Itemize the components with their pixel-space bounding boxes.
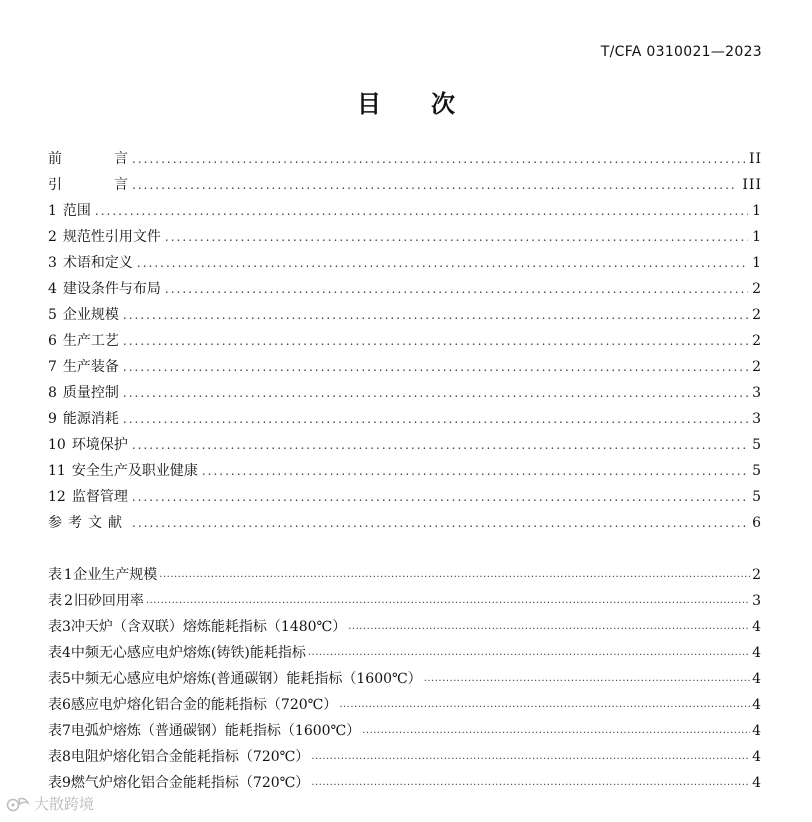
dot-leader	[132, 172, 738, 198]
toc-entry-number: 11	[48, 463, 66, 479]
toc-entry-page: 3	[752, 411, 762, 427]
dot-leader	[362, 718, 750, 744]
dot-leader	[132, 510, 748, 536]
watermark-logo-icon	[6, 795, 30, 813]
toc-entry-page: 1	[752, 229, 762, 245]
dot-leader	[137, 250, 748, 276]
toc-entry[interactable]	[48, 406, 762, 432]
toc-entry-page: 2	[752, 333, 762, 349]
toc-entry-page: 5	[752, 463, 762, 479]
table-entry-page: 4	[752, 775, 762, 791]
toc-entry-number: 5	[48, 307, 57, 323]
dot-leader	[308, 640, 750, 666]
table-entry-page: 4	[752, 749, 762, 765]
toc-entry-number: 10	[48, 437, 66, 453]
toc-entry-label: 规范性引用文件	[62, 229, 161, 245]
toc-entry[interactable]	[48, 458, 762, 484]
toc-entry-number: 6	[48, 333, 57, 349]
toc-entry-heading	[48, 224, 161, 250]
table-entry-prefix: 表	[48, 723, 62, 739]
toc-entry-page: 3	[752, 385, 762, 401]
table-entry-prefix: 表	[48, 619, 62, 635]
toc-entry[interactable]	[48, 250, 762, 276]
toc-entry[interactable]	[48, 198, 762, 224]
dot-leader	[95, 198, 748, 224]
toc-entry[interactable]	[48, 146, 762, 172]
table-entry-page: 4	[752, 697, 762, 713]
toc-entry-number: 1	[48, 203, 57, 219]
table-entry[interactable]	[48, 770, 762, 796]
table-entry-number: 5	[62, 671, 71, 687]
toc-entry-label: 能源消耗	[62, 411, 119, 427]
dot-leader	[348, 614, 750, 640]
table-entry-page: 4	[752, 671, 762, 687]
table-entry-prefix: 表	[48, 593, 62, 609]
toc-entry-page: II	[748, 151, 762, 167]
toc-entry-page: 2	[752, 359, 762, 375]
table-entry[interactable]	[48, 692, 762, 718]
table-entry-page: 4	[752, 619, 762, 635]
table-entry-title: 电弧炉熔炼（普通碳钢）能耗指标（1600℃）	[70, 723, 361, 739]
dot-leader	[132, 484, 748, 510]
table-entry[interactable]	[48, 744, 762, 770]
table-entry[interactable]	[48, 666, 762, 692]
dot-leader	[123, 380, 748, 406]
toc-entry[interactable]	[48, 328, 762, 354]
table-entry[interactable]	[48, 588, 762, 614]
table-entry-page: 4	[752, 723, 762, 739]
dot-leader	[165, 276, 748, 302]
table-entry-prefix: 表	[48, 697, 62, 713]
toc-entry-number: 2	[48, 229, 57, 245]
dot-leader	[311, 770, 750, 796]
dot-leader	[159, 562, 750, 588]
toc-entry-label: 建设条件与布局	[62, 281, 161, 297]
toc-entry[interactable]	[48, 276, 762, 302]
dot-leader	[202, 458, 748, 484]
toc-entry-label: 监督管理	[71, 489, 128, 505]
watermark	[6, 793, 94, 814]
toc-entry-label: 质量控制	[62, 385, 119, 401]
table-entry-title: 燃气炉熔化铝合金能耗指标（720℃）	[70, 775, 310, 791]
table-entry-title: 中频无心感应电炉熔炼(铸铁)能耗指标	[70, 645, 306, 661]
toc-entry[interactable]	[48, 172, 762, 198]
table-entry-number: 6	[62, 697, 71, 713]
toc-entry-page: 2	[752, 281, 762, 297]
toc-entry-label: 引 言	[48, 177, 128, 193]
table-entry[interactable]	[48, 562, 762, 588]
toc-entry-number: 4	[48, 281, 57, 297]
table-entry-page: 2	[752, 567, 762, 583]
toc-entry-label: 企业规模	[62, 307, 119, 323]
table-entry-number: 9	[62, 775, 71, 791]
toc-entry[interactable]	[48, 510, 762, 536]
toc-entry[interactable]	[48, 224, 762, 250]
dot-leader	[132, 146, 745, 172]
dot-leader	[132, 432, 748, 458]
table-entry-prefix: 表	[48, 775, 62, 791]
toc-entry-page: III	[742, 177, 762, 193]
toc-entry-heading	[48, 276, 161, 302]
toc-entry-heading	[48, 432, 128, 458]
table-entry-page: 4	[752, 645, 762, 661]
table-entry[interactable]	[48, 614, 762, 640]
table-entry[interactable]	[48, 718, 762, 744]
table-entry-title: 企业生产规模	[73, 567, 158, 583]
toc-entry-page: 5	[752, 489, 762, 505]
table-entry-title: 旧砂回用率	[73, 593, 144, 609]
table-entry-title: 冲天炉（含双联）熔炼能耗指标（1480℃）	[70, 619, 347, 635]
toc-entry-heading	[48, 354, 119, 380]
toc-entry-heading	[48, 458, 198, 484]
table-entry-number: 4	[62, 645, 71, 661]
toc-entry-heading	[48, 380, 119, 406]
toc-entry-number: 8	[48, 385, 57, 401]
toc-entry-page: 5	[752, 437, 762, 453]
toc-entry-heading	[48, 302, 119, 328]
dot-leader	[123, 354, 748, 380]
toc-entry-number: 12	[48, 489, 66, 505]
toc-entry-label: 前 言	[48, 151, 128, 167]
dot-leader	[339, 692, 750, 718]
dot-leader	[165, 224, 748, 250]
watermark-text: 大散跨境	[34, 795, 95, 813]
table-entry-title: 中频无心感应电炉熔炼(普通碳钢）能耗指标（1600℃）	[70, 671, 422, 687]
dot-leader	[146, 588, 750, 614]
table-entry-number: 3	[62, 619, 71, 635]
toc-entry[interactable]	[48, 302, 762, 328]
toc-entry-page: 1	[752, 255, 762, 271]
toc-entry-heading	[48, 250, 133, 276]
toc-entry-label: 环境保护	[71, 437, 128, 453]
dot-leader	[424, 666, 750, 692]
toc-entry-label: 范围	[62, 203, 91, 219]
page-title: 目次	[357, 90, 505, 118]
toc-entry[interactable]	[48, 484, 762, 510]
standard-number: T/CFA 0310021—2023	[600, 44, 762, 60]
table-entry-title: 感应电炉熔化铝合金的能耗指标（720℃）	[70, 697, 338, 713]
table-entry-prefix: 表	[48, 749, 62, 765]
list-of-tables	[48, 562, 762, 796]
dot-leader	[123, 302, 748, 328]
table-of-contents	[48, 146, 762, 536]
toc-entry-page: 6	[752, 515, 762, 531]
toc-entry[interactable]	[48, 354, 762, 380]
toc-entry[interactable]	[48, 432, 762, 458]
table-entry-page: 3	[752, 593, 762, 609]
toc-entry-number: 7	[48, 359, 57, 375]
toc-entry-label: 参考文献	[48, 515, 128, 531]
toc-entry-page: 1	[752, 203, 762, 219]
toc-entry-label: 术语和定义	[62, 255, 133, 271]
toc-entry-label: 生产工艺	[62, 333, 119, 349]
toc-entry-heading	[48, 198, 91, 224]
table-entry-prefix: 表	[48, 645, 62, 661]
table-entry-number: 2	[64, 593, 73, 609]
table-entry-number: 8	[62, 749, 71, 765]
toc-entry-heading	[48, 406, 119, 432]
table-entry-number: 7	[62, 723, 71, 739]
table-entry-title: 电阻炉熔化铝合金能耗指标（720℃）	[70, 749, 310, 765]
dot-leader	[311, 744, 750, 770]
table-entry-prefix: 表	[48, 671, 62, 687]
toc-entry-number: 3	[48, 255, 57, 271]
table-entry-number: 1	[63, 567, 73, 583]
toc-entry-label: 安全生产及职业健康	[71, 463, 198, 479]
table-entry-prefix: 表	[48, 567, 62, 583]
toc-entry-heading	[48, 328, 119, 354]
toc-entry-page: 2	[752, 307, 762, 323]
dot-leader	[123, 328, 748, 354]
table-entry[interactable]	[48, 640, 762, 666]
toc-entry-number: 9	[48, 411, 57, 427]
dot-leader	[123, 406, 748, 432]
toc-entry[interactable]	[48, 380, 762, 406]
toc-entry-heading	[48, 484, 128, 510]
toc-entry-label: 生产装备	[62, 359, 119, 375]
